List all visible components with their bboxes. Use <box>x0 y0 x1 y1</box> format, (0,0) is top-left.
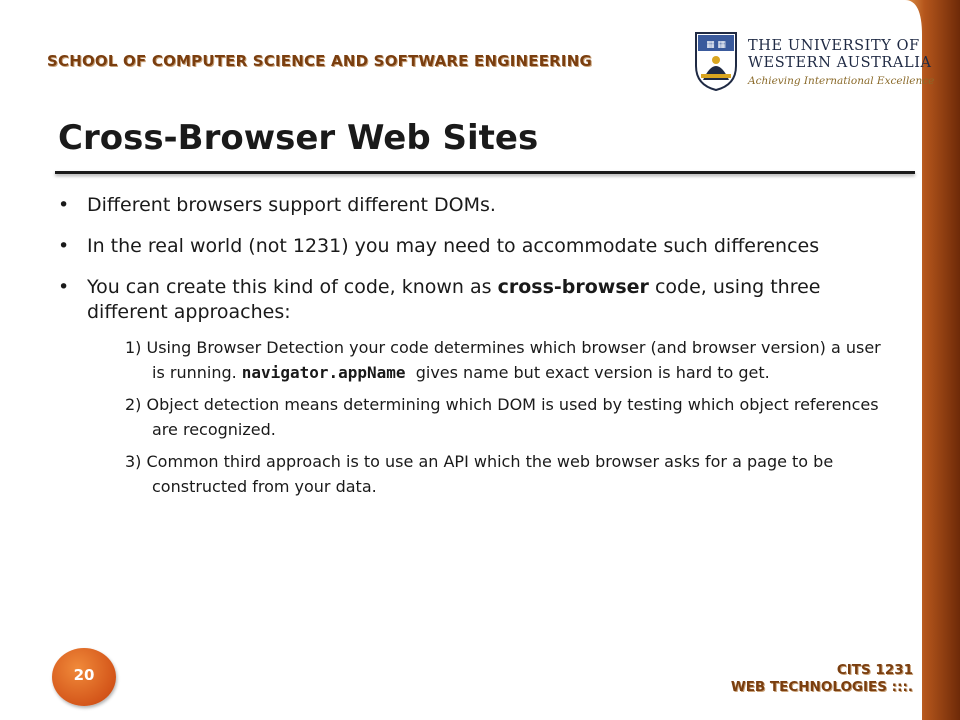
bullet-item <box>58 193 888 218</box>
slide-content <box>58 193 888 506</box>
university-name-line1: THE UNIVERSITY OF <box>748 38 920 54</box>
svg-text:▦ ▦: ▦ ▦ <box>706 40 726 50</box>
course-name: WEB TECHNOLOGIES :::. <box>730 679 913 695</box>
approach-text-pre: 1) Using Browser Detection your code determines which browser (and browser version) a user is running. <box>125 338 881 382</box>
page-number-badge <box>52 648 116 706</box>
bullet-text: In the real world (not 1231) you may need to accommodate such differences <box>87 235 820 257</box>
bullet-text-bold: cross-browser <box>497 276 649 298</box>
bullet-item <box>58 234 888 259</box>
approach-text-post: gives name but exact version is hard to get. <box>405 363 770 382</box>
university-tagline: Achieving International Excellence <box>748 75 935 87</box>
bullet-text-pre: You can create this kind of code, known as <box>87 276 498 298</box>
university-logo <box>693 30 935 96</box>
bullet-item <box>58 275 888 325</box>
approach-code: navigator.appName <box>241 363 406 382</box>
title-divider <box>55 171 915 174</box>
school-header: SCHOOL OF COMPUTER SCIENCE AND SOFTWARE ENGINEERING <box>47 52 592 70</box>
university-crest-icon <box>693 30 739 92</box>
course-code: CITS 1231 <box>836 662 913 678</box>
university-name-line2: WESTERN AUSTRALIA <box>748 55 932 71</box>
approach-item: 2) Object detection means determining which DOM is used by testing which object references are recognized. <box>125 395 879 439</box>
slide-title: Cross-Browser Web Sites <box>58 118 539 158</box>
bullet-dot-icon: • <box>58 276 70 298</box>
university-name <box>748 38 932 72</box>
approach-item <box>78 335 888 385</box>
bullet-text-post: code, using three different approaches: <box>87 276 821 323</box>
course-label <box>731 662 913 696</box>
page-number: 20 <box>73 666 95 684</box>
bullet-dot-icon: • <box>58 194 70 216</box>
bullet-dot-icon: • <box>58 235 70 257</box>
bullet-text: Different browsers support different DOMs. <box>87 194 496 216</box>
approach-item: 3) Common third approach is to use an API which the web browser asks for a page to be constructed from your data. <box>125 452 834 496</box>
